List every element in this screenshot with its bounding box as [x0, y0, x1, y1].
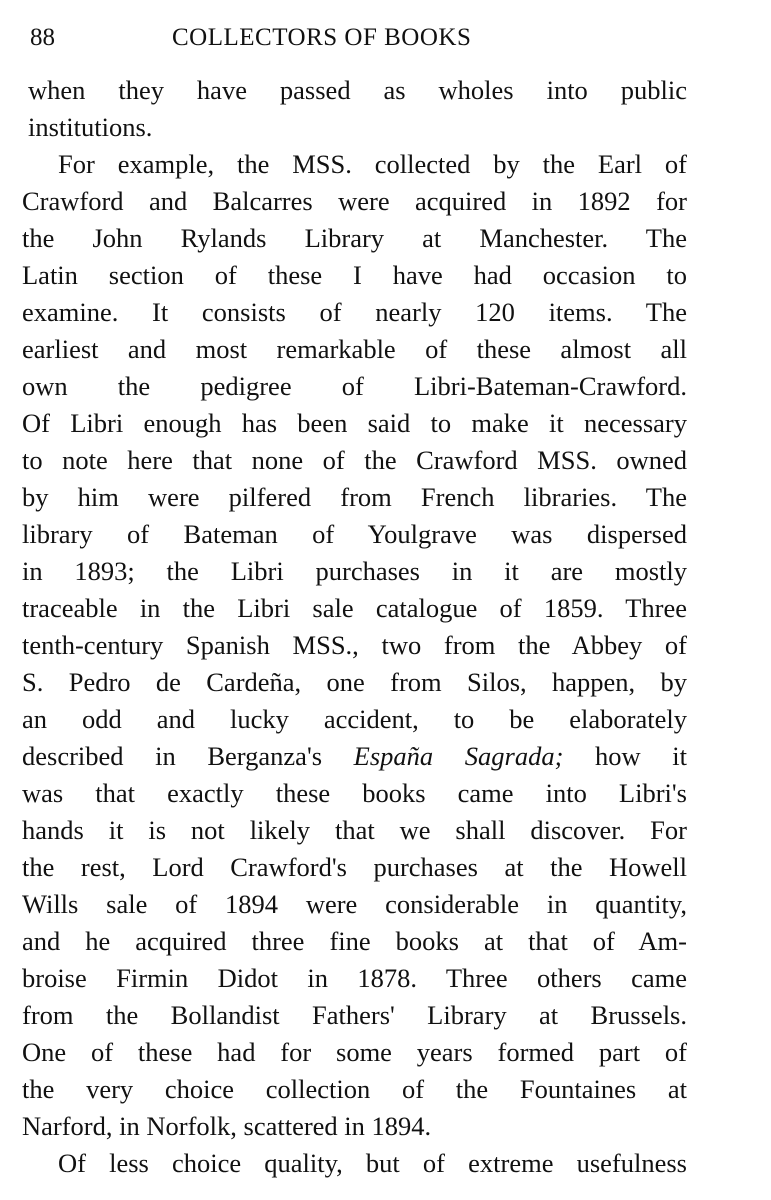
text-line: when they have passed as wholes into public [28, 75, 687, 105]
text-line: tenth-century Spanish MSS., two from the Abbey of [22, 630, 687, 660]
text-line: Crawford and Balcarres were acquired in 1892 for [22, 186, 687, 216]
text-line: in 1893; the Libri purchases in it are mostly [22, 556, 687, 586]
text-line: institutions. [28, 112, 153, 142]
text-line: and he acquired three fine books at that of Am- [22, 926, 687, 956]
running-title: COLLECTORS OF BOOKS [172, 24, 472, 51]
text-line: own the pedigree of Libri-Bateman-Crawford. [22, 371, 687, 401]
text-line: examine. It consists of nearly 120 items. The [22, 297, 687, 327]
text-line: Of Libri enough has been said to make it necessary [22, 408, 687, 438]
page-number: 88 [30, 24, 55, 51]
body-text [22, 72, 687, 1182]
text-line: Wills sale of 1894 were considerable in quantity, [22, 889, 687, 919]
text-line: Narford, in Norfolk, scattered in 1894. [22, 1111, 432, 1141]
text-line: Latin section of these I have had occasion to [22, 260, 687, 290]
text-line: hands it is not likely that we shall discover. For [22, 815, 687, 845]
text-line: One of these had for some years formed part of [22, 1037, 687, 1067]
text-line: broise Firmin Didot in 1878. Three others came [22, 963, 687, 993]
text-line: library of Bateman of Youlgrave was dispersed [22, 519, 687, 549]
text-line-with-italic [22, 738, 687, 775]
italic-title: España Sagrada; [353, 741, 564, 771]
text-line: from the Bollandist Fathers' Library at Brussels. [22, 1000, 687, 1030]
text-segment: how it [563, 741, 687, 771]
paragraph-start-line: Of less choice quality, but of extreme usefulness [58, 1148, 687, 1178]
text-line: the John Rylands Library at Manchester. The [22, 223, 687, 253]
text-segment: described in Berganza's [22, 741, 354, 771]
running-head [30, 20, 730, 56]
text-line: was that exactly these books came into Libri's [22, 778, 687, 808]
paragraph-start-line: For example, the MSS. collected by the Earl of [58, 149, 687, 179]
text-line: the very choice collection of the Fountaines at [22, 1074, 687, 1104]
text-line: to note here that none of the Crawford MSS. owned [22, 445, 687, 475]
text-line: by him were pilfered from French libraries. The [22, 482, 687, 512]
text-line: an odd and lucky accident, to be elaborately [22, 704, 687, 734]
text-line: earliest and most remarkable of these almost all [22, 334, 687, 364]
text-line: the rest, Lord Crawford's purchases at the Howell [22, 852, 687, 882]
text-line: traceable in the Libri sale catalogue of 1859. Three [22, 593, 687, 623]
text-line: S. Pedro de Cardeña, one from Silos, happen, by [22, 667, 687, 697]
